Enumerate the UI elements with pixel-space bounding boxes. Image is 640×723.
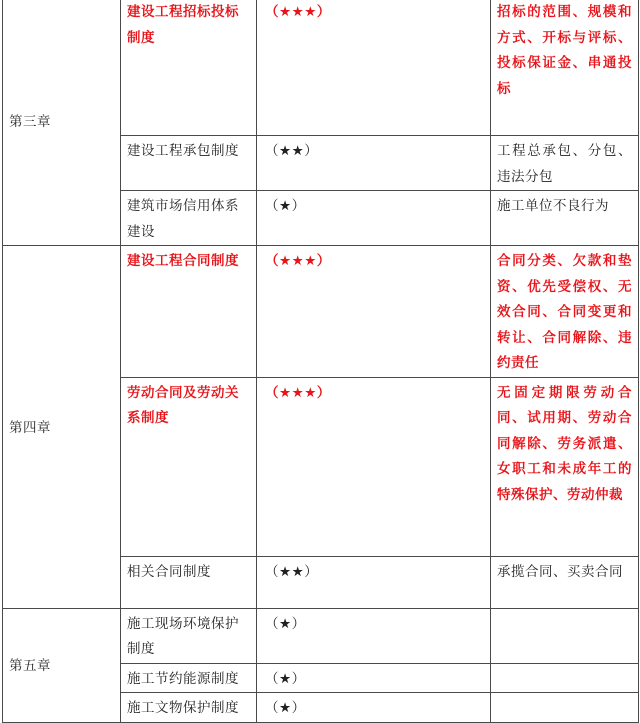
topic-name: 建设工程招标投标制度 [121,0,257,136]
importance-stars: （★★★） [257,246,491,378]
topic-name: 劳动合同及劳动关系制度 [121,377,257,556]
importance-stars: （★★★） [257,0,491,136]
topic-notes: 工程总承包、分包、违法分包 [491,136,639,191]
chapter-cell: 第四章 [3,246,121,609]
topic-name: 施工文物保护制度 [121,693,257,723]
topic-notes: 招标的范围、规模和方式、开标与评标、投标保证金、串通投标 [491,0,639,136]
chapter-topics-table [2,0,639,723]
importance-stars: （★） [257,191,491,246]
table-row [3,608,639,663]
table-row [3,0,639,136]
table-row [3,246,639,378]
topic-notes [491,693,639,723]
importance-stars: （★） [257,693,491,723]
importance-stars: （★★） [257,136,491,191]
topic-name: 建筑市场信用体系建设 [121,191,257,246]
importance-stars: （★★） [257,556,491,608]
chapter-cell: 第五章 [3,608,121,722]
topic-notes: 无固定期限劳动合同、试用期、劳动合同解除、劳务派遣、女职工和未成年工的特殊保护、劳动仲裁 [491,377,639,556]
topic-notes: 承揽合同、买卖合同 [491,556,639,608]
topic-notes: 合同分类、欠款和垫资、优先受偿权、无效合同、合同变更和转让、合同解除、违约责任 [491,246,639,378]
topic-notes [491,663,639,693]
topic-notes: 施工单位不良行为 [491,191,639,246]
chapter-cell: 第三章 [3,0,121,246]
topic-name: 相关合同制度 [121,556,257,608]
topic-name: 施工现场环境保护制度 [121,608,257,663]
topic-name: 建设工程合同制度 [121,246,257,378]
topic-notes [491,608,639,663]
importance-stars: （★） [257,608,491,663]
topic-name: 建设工程承包制度 [121,136,257,191]
topic-name: 施工节约能源制度 [121,663,257,693]
importance-stars: （★★★） [257,377,491,556]
importance-stars: （★） [257,663,491,693]
